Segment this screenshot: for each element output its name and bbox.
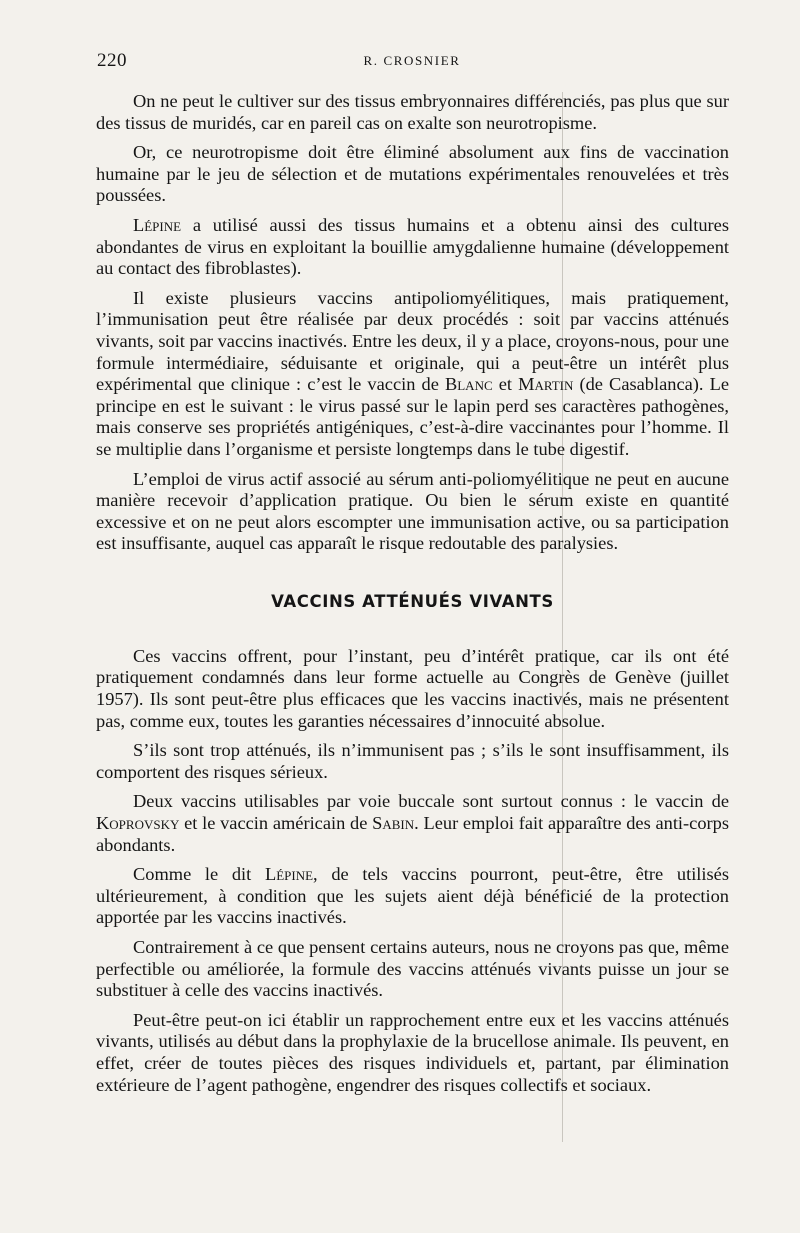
paragraph-text: Or, ce neurotropisme doit être éliminé absolument aux fins de vaccination humaine par le jeu de sélection et de mutations expérimentales renouvelées et très poussées. (96, 142, 729, 206)
paragraphs-after-heading (96, 646, 729, 1096)
paragraph-text: Deux vaccins utilisables par voie buccale sont surtout connus : le vaccin de (133, 791, 729, 812)
section-heading: VACCINS ATTÉNUÉS VIVANTS (271, 591, 554, 611)
paragraph-text: Peut-être peut-on ici établir un rapprochement entre eux et les vaccins atténués vivants, utilisés au début dans la prophylaxie de la brucellose animale. Ils peuvent, en effet, créer de toutes pièces des risques individuels et, partant, par élimination extérieure de l’agent pathogène, engendrer des risques collectifs et sociaux. (96, 1009, 729, 1095)
paragraph (96, 937, 729, 1002)
paragraph (96, 469, 729, 555)
author-name: Lépine (264, 864, 314, 885)
author-name: Sabin (372, 813, 415, 834)
paragraph-text: et (492, 374, 519, 395)
paragraph-text: Ces vaccins offrent, pour l’instant, peu d’intérêt pratique, car ils ont été pratiquement condamnés dans leur forme actuelle au Congrès de Genève (juillet 1957). Ils sont peut-être plus efficaces que les vaccins inactivés, mais ne présentent pas, comme eux, toutes les garanties nécessaires d’innocuité absolue. (96, 645, 729, 731)
author-name: Koprovsky (96, 813, 180, 834)
paragraph-text: L’emploi de virus actif associé au sérum anti-poliomyélitique ne peut en aucune manière recevoir d’application pratique. Ou bien le sérum existe en quantité excessive et on ne peut alors escompter une immunisation active, ou sa participation est insuffisante, auquel cas apparaît le risque redoutable des paralysies. (96, 468, 729, 554)
paragraphs-before-heading (96, 91, 729, 555)
paragraph-text: a utilisé aussi des tissus humains et a obtenu ainsi des cultures abondantes de virus en exploitant la bouillie amygdalienne humaine (développement au contact des fibroblastes). (96, 214, 729, 279)
paragraph-text: , de tels vaccins pourront, peut-être, être utilisés ultérieurement, à condition que les sujets aient déjà bénéficié de la protection apportée par les vaccins inactivés. (96, 864, 729, 928)
author-name: Lépine (133, 214, 182, 235)
paragraph (96, 646, 729, 732)
paragraph-text: Contrairement à ce que pensent certains auteurs, nous ne croyons pas que, même perfectible ou améliorée, la formule des vaccins atténués vivants puisse un jour se substituer à celle des vaccins inactivés. (96, 937, 729, 1001)
paragraph (96, 91, 729, 134)
paragraph (96, 864, 729, 929)
paragraph (96, 740, 729, 783)
paragraph-text: . Leur emploi fait apparaître des anti-corps abondants. (96, 813, 729, 855)
page-number: 220 (97, 50, 127, 71)
paragraph-text: S’ils sont trop atténués, ils n’immunisent pas ; s’ils le sont insuffisamment, ils comportent des risques sérieux. (96, 740, 729, 782)
paragraph (96, 791, 729, 856)
paragraph-text: et le vaccin américain de (179, 813, 373, 834)
author-name: Blanc (444, 374, 493, 395)
body-text (96, 91, 729, 1104)
running-head-author: R. CROSNIER (363, 53, 461, 68)
paragraph (96, 1010, 729, 1096)
running-head (97, 50, 727, 76)
paragraph-text: Il existe plusieurs vaccins antipoliomyélitiques, mais pratiquement, l’immunisation peut être réalisée par deux procédés : soit par vaccins atténués vivants, soit par vaccins inactivés. Entre les deux, il y a place, croyons-nous, pour une formule intermédiaire, séduisante et originale, qui a peut-être un intérêt plus expérimental que clinique : c’est le vaccin de (96, 287, 729, 395)
paragraph (96, 142, 729, 207)
author-name: Martin (518, 374, 574, 395)
paragraph (96, 215, 729, 280)
paragraph-text: (de Casablanca). Le principe en est le suivant : le virus passé sur le lapin perd ses caractères pathogènes, mais conserve ses propriétés antigéniques, c’est-à-dire vaccinantes pour l’homme. Il se multiplie dans l’organisme et persiste longtemps dans le tube digestif. (96, 374, 730, 459)
paragraph (96, 288, 729, 461)
paragraph-text: On ne peut le cultiver sur des tissus embryonnaires différenciés, pas plus que sur des tissus de muridés, car en pareil cas on exalte son neurotropisme. (96, 91, 729, 133)
paragraph-text: Comme le dit (133, 864, 265, 885)
